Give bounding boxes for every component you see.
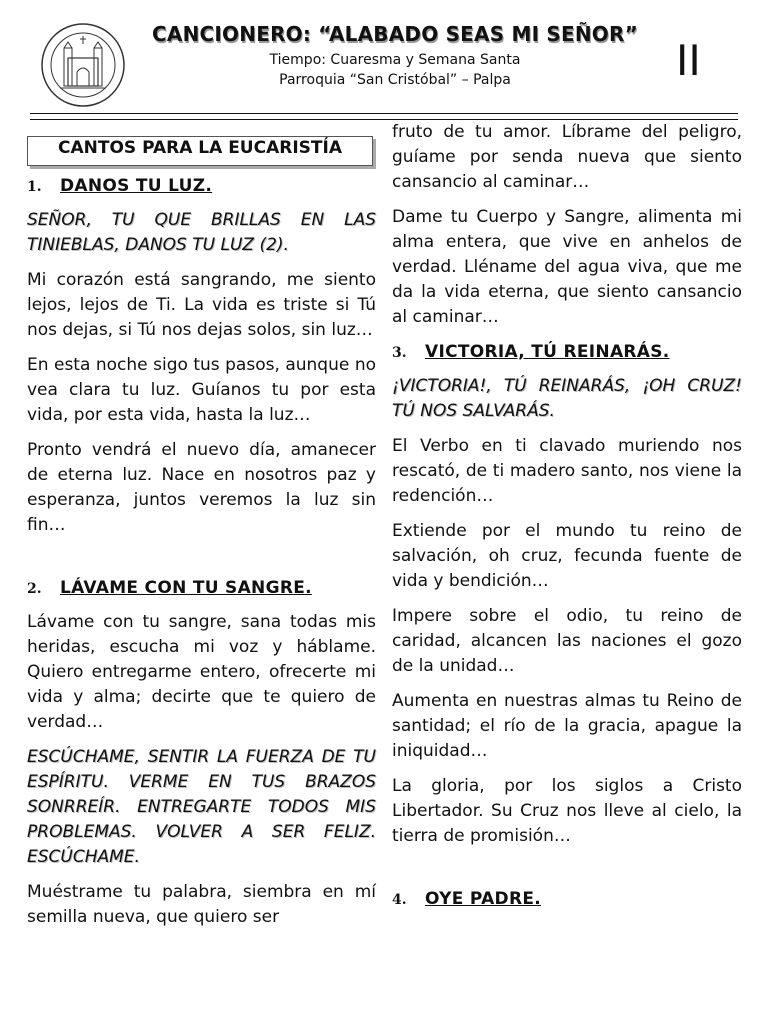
song-verse: Pronto vendrá el nuevo día, amanecer de eterna luz. Nace en nosotros paz y esperanza, juntos veremos la luz sin fin… [27,440,376,535]
spacer [27,548,376,570]
song-chorus: SEÑOR, TU QUE BRILLAS EN LAS TINIEBLAS, DANOS TU LUZ (2). [27,210,376,255]
song-verse: En esta noche sigo tus pasos, aunque no vea clara tu luz. Guíanos tu por esta vida, por esta vida, hasta la luz… [27,355,376,425]
volume-number: II [676,36,701,85]
right-column [392,120,742,921]
song-verse: El Verbo en ti clavado muriendo nos rescató, de ti madero santo, nos viene la redención… [392,436,742,506]
song-verse: La gloria, por los siglos a Cristo Libertador. Su Cruz nos lleve al cielo, la tierra de promisión… [392,776,742,846]
song-chorus: ¡VICTORIA!, TÚ REINARÁS, ¡OH CRUZ! TÚ NOS SALVARÁS. [392,376,742,421]
song-title: OYE PADRE. [425,889,542,909]
song-number: 2. [27,581,42,597]
song-title: VICTORIA, TÚ REINARÁS. [425,342,670,362]
page-header [0,0,768,120]
song-heading [392,340,742,366]
song-heading [27,174,376,200]
left-column [27,120,376,940]
song-title: LÁVAME CON TU SANGRE. [60,578,312,598]
parish-name: Parroquia “San Cristóbal” – Palpa [279,72,511,88]
song-number: 1. [27,179,42,195]
song-number: 3. [392,345,407,361]
song-heading [27,576,376,602]
song-verse: Muéstrame tu palabra, siembra en mí semilla nueva, que quiero ser [27,882,376,927]
parish-seal-icon [40,22,126,108]
song-verse: Extiende por el mundo tu reino de salvación, oh cruz, fecunda fuente de vida y bendición… [392,521,742,591]
song-title: DANOS TU LUZ. [60,176,213,196]
song-verse: fruto de tu amor. Líbrame del peligro, guíame por senda nueva que siento cansancio al caminar… [392,122,742,192]
song-verse: Lávame con tu sangre, sana todas mis heridas, escucha mi voz y háblame. Quiero entregarme entero, ofrecerte mi vida y alma; decirte que te quiero de verdad… [27,612,376,732]
song-verse: Dame tu Cuerpo y Sangre, alimenta mi alma entera, que vive en anhelos de verdad. Lléname del agua viva, que me da la vida eterna, que siento cansancio al caminar… [392,207,742,327]
spacer [392,859,742,881]
liturgical-season: Tiempo: Cuaresma y Semana Santa [269,52,521,68]
song-verse: Mi corazón está sangrando, me siento lejos, lejos de Ti. La vida es triste si Tú nos dejas, si Tú nos dejas solos, sin luz… [27,270,376,340]
song-number: 4. [392,892,407,908]
song-chorus: ESCÚCHAME, SENTIR LA FUERZA DE TU ESPÍRITU. VERME EN TUS BRAZOS SONRREÍR. ENTREGARTE TODOS MIS PROBLEMAS. VOLVER A SER FELIZ. ESCÚCHAME. [27,747,376,867]
section-title: CANTOS PARA LA EUCARISTÍA [27,136,373,166]
song-verse: Impere sobre el odio, tu reino de caridad, alcancen las naciones el gozo de la unidad… [392,606,742,676]
document-title: CANCIONERO: “ALABADO SEAS MI SEÑOR” [152,22,638,46]
header-divider [30,113,738,114]
song-verse: Aumenta en nuestras almas tu Reino de santidad; el río de la gracia, apague la iniquidad… [392,691,742,761]
song-heading [392,887,742,913]
